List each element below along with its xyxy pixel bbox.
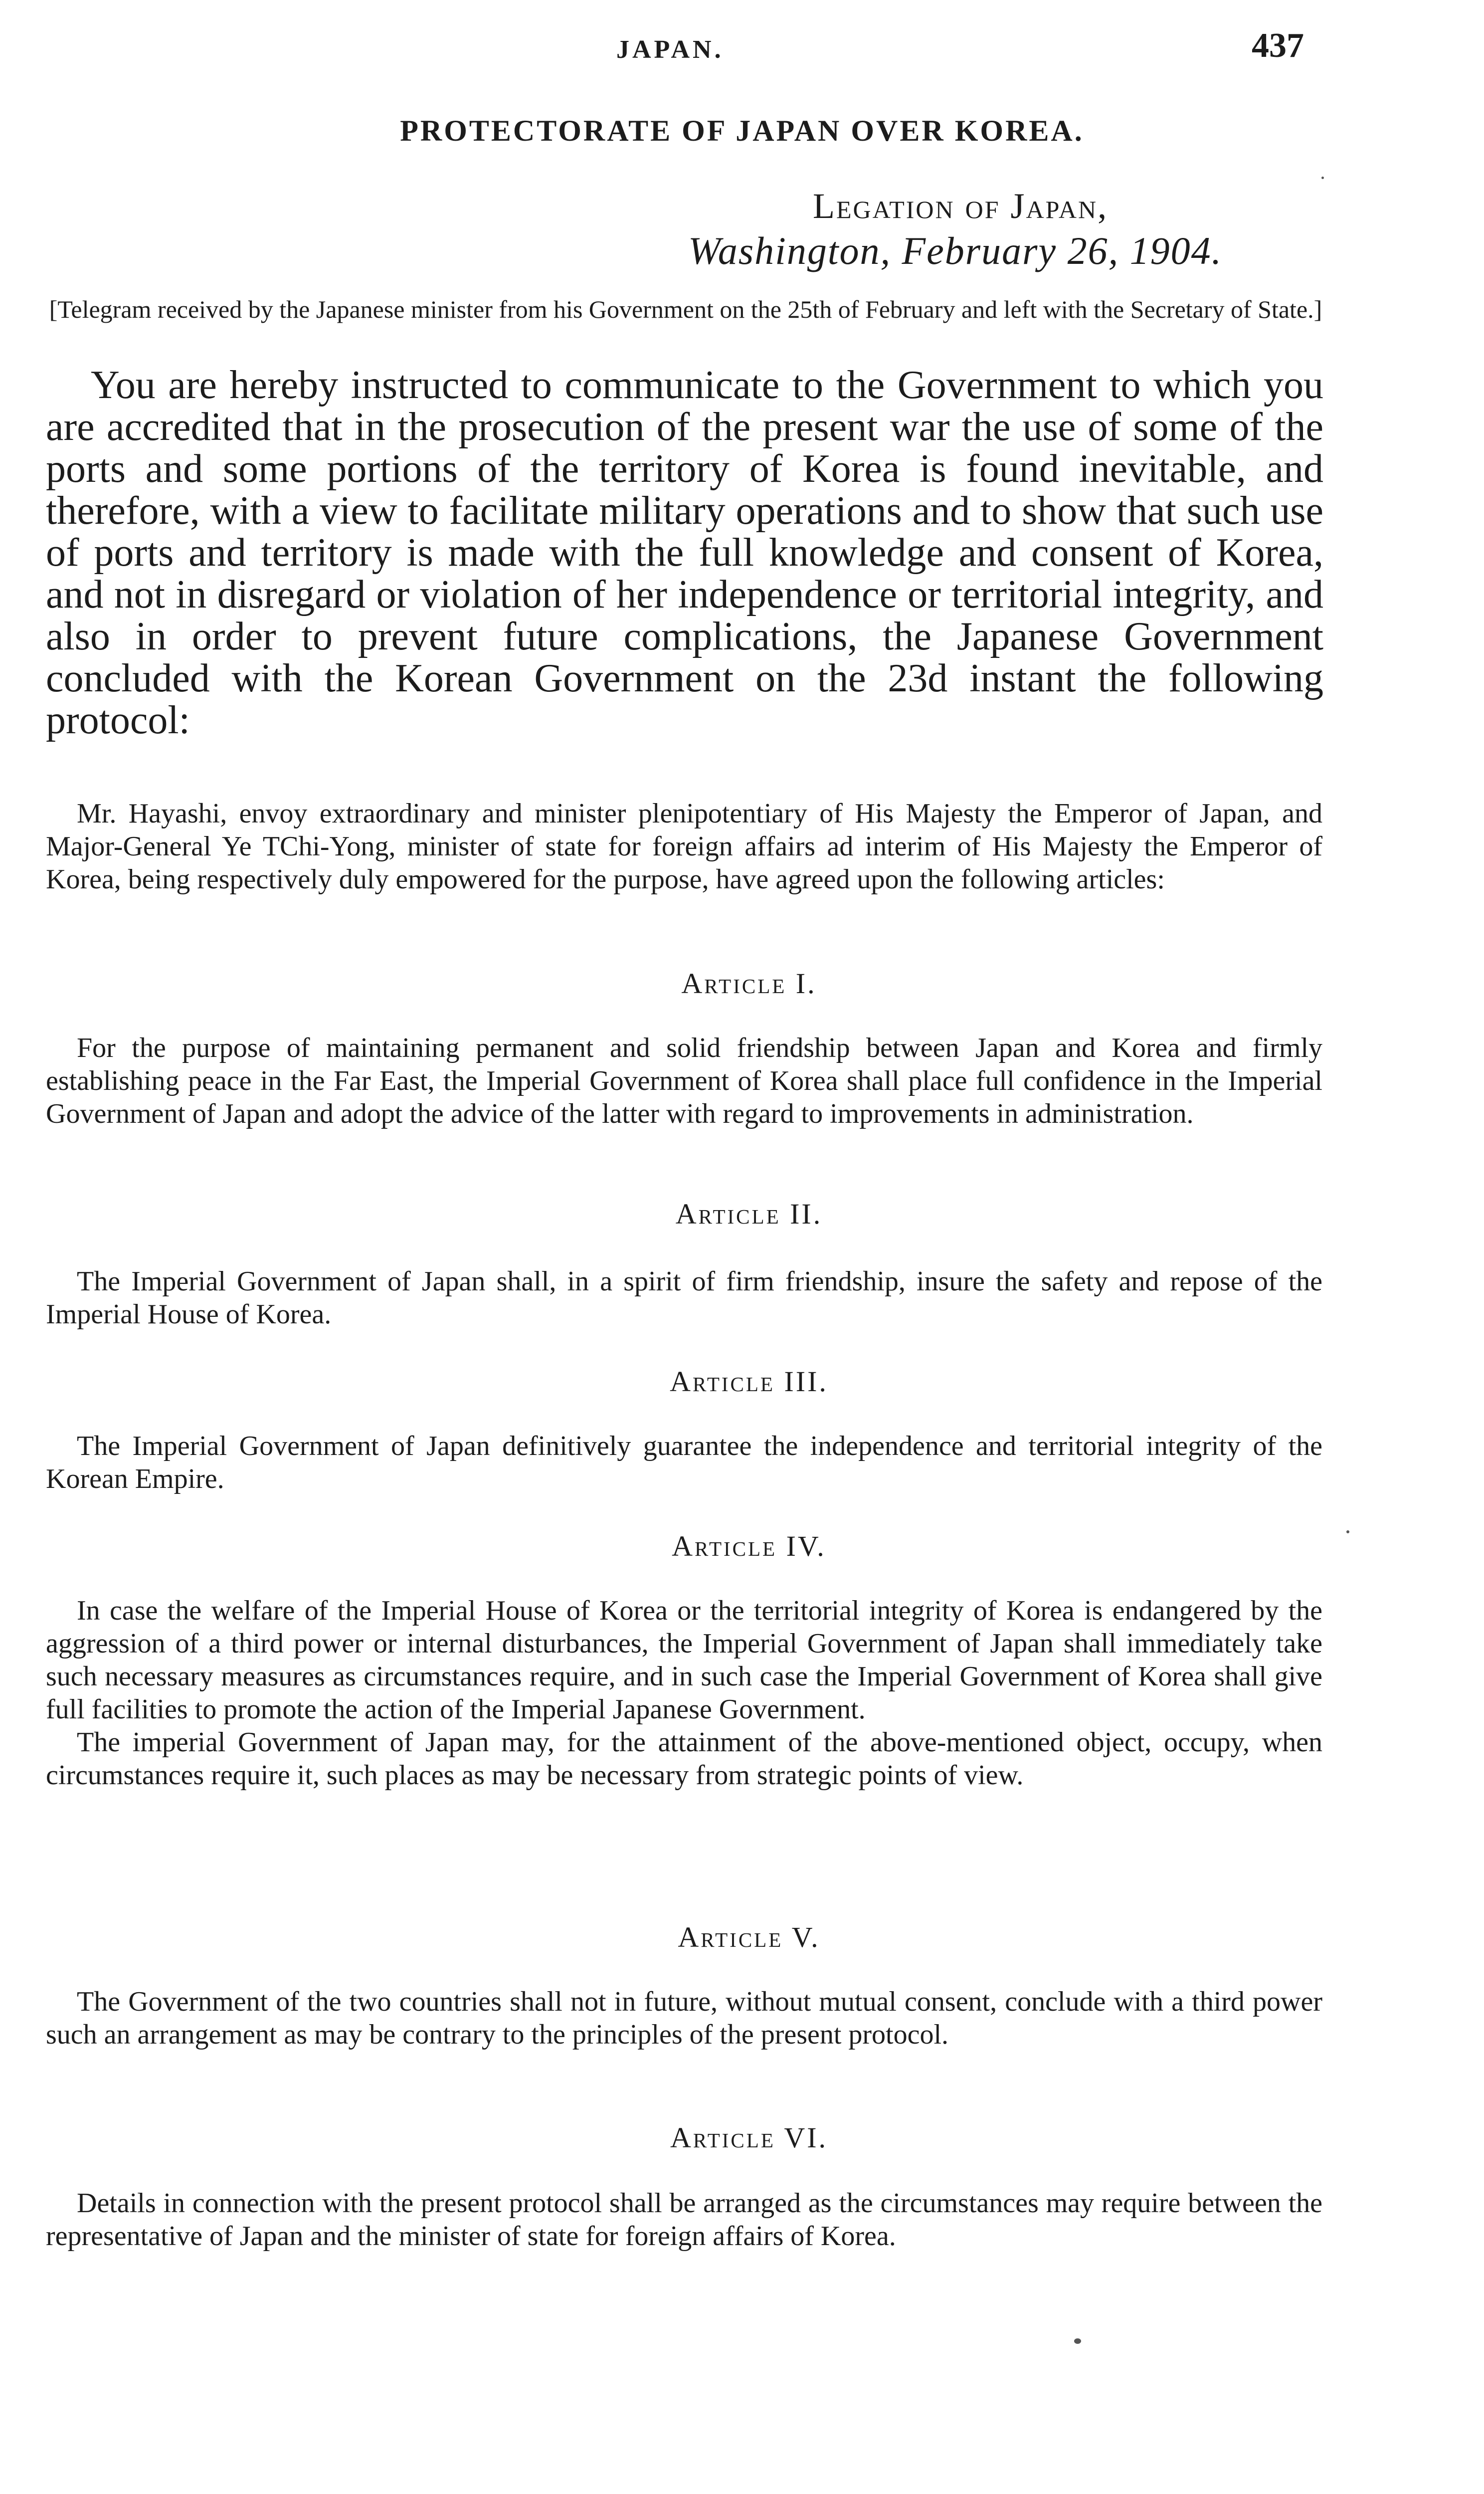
article-5-body bbox=[46, 1985, 1322, 2051]
document-title: PROTECTORATE OF JAPAN OVER KOREA. bbox=[400, 114, 1084, 147]
protocol-preamble: Mr. Hayashi, envoy extraordinary and minister plenipotentiary of His Majesty the Emperor of Japan, and Major-General Ye TChi-Yong, minister of state for foreign affairs ad interim of His Majesty the Emperor of Korea, being respectively duly empowered for the purpose, have agreed upon the following articles: bbox=[46, 798, 1322, 895]
article-3-heading: Article III. bbox=[670, 1365, 828, 1398]
scan-speck bbox=[1346, 1530, 1349, 1533]
article-2-body bbox=[46, 1265, 1322, 1331]
sender-line: Legation of Japan, bbox=[813, 186, 1109, 226]
article-paragraph: In case the welfare of the Imperial House of Korea or the territorial integrity of Korea is endangered by the aggression of a third power or internal disturbances, the Imperial Government of Japan shall immediately take such necessary measures as circumstances require, and in such case the Imperial Government of Korea shall give full facilities to promote the action of the Imperial Japanese Government. bbox=[46, 1595, 1322, 1725]
scan-speck bbox=[1074, 2338, 1081, 2344]
article-paragraph: The Government of the two countries shall not in future, without mutual consent, conclude with a third power such an arrangement as may be contrary to the principles of the present protocol. bbox=[46, 1986, 1322, 2050]
article-3-body bbox=[46, 1430, 1322, 1495]
article-4-body bbox=[46, 1594, 1322, 1792]
running-head: JAPAN. bbox=[616, 35, 724, 64]
editorial-note: [Telegram received by the Japanese minister from his Government on the 25th of February and left with the Secretary of State.] bbox=[49, 295, 1322, 323]
article-6-heading: Article VI. bbox=[670, 2121, 828, 2154]
article-paragraph: For the purpose of maintaining permanent and solid friendship between Japan and Korea and firmly establishing peace in the Far East, the Imperial Government of Korea shall place full confidence in the Imperial Government of Japan and adopt the advice of the latter with regard to improvements in administration. bbox=[46, 1033, 1322, 1129]
article-paragraph: Details in connection with the present protocol shall be arranged as the circumstances may require between the representative of Japan and the minister of state for foreign affairs of Korea. bbox=[46, 2188, 1322, 2252]
article-6-body bbox=[46, 2187, 1322, 2253]
article-paragraph: The imperial Government of Japan may, for the attainment of the above-mentioned object, occupy, when circumstances require it, such places as may be necessary from strategic points of view. bbox=[46, 1727, 1322, 1791]
dateline: Washington, February 26, 1904. bbox=[688, 229, 1223, 272]
article-paragraph: The Imperial Government of Japan definitively guarantee the independence and territorial integrity of the Korean Empire. bbox=[46, 1431, 1322, 1494]
article-5-heading: Article V. bbox=[678, 1921, 820, 1953]
article-1-body bbox=[46, 1032, 1322, 1130]
article-2-heading: Article II. bbox=[675, 1198, 823, 1230]
article-4-heading: Article IV. bbox=[672, 1530, 826, 1562]
page-number: 437 bbox=[1252, 26, 1304, 65]
scan-speck bbox=[1321, 177, 1324, 179]
lead-paragraph: You are hereby instructed to communicate to the Government to which you are accredited that in the prosecution of the present war the use of some of the ports and some portions of the territory of Korea is found inevitable, and therefore, with a view to facilitate military operations and to show that such use of ports and territory is made with the full knowledge and consent of Korea, and not in disregard or violation of her independence or territorial integrity, and also in order to prevent future complications, the Japanese Government concluded with the Korean Government on the 23d instant the following protocol: bbox=[46, 363, 1323, 742]
article-1-heading: Article I. bbox=[681, 967, 817, 1000]
article-paragraph: The Imperial Government of Japan shall, in a spirit of firm friendship, insure the safety and repose of the Imperial House of Korea. bbox=[46, 1266, 1322, 1330]
